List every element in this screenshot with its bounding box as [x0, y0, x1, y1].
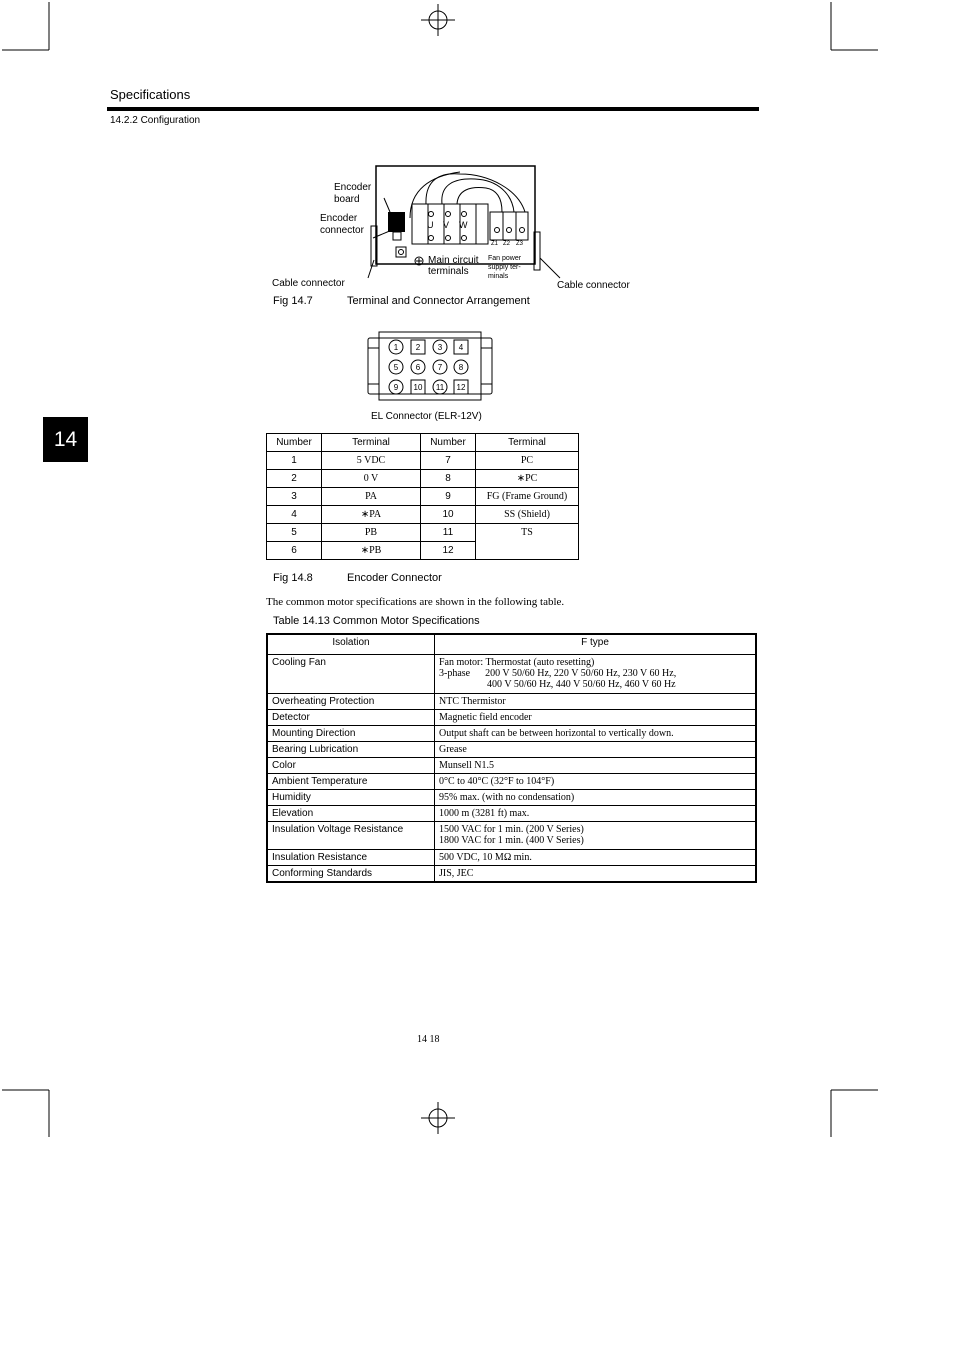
- label-u: U: [427, 220, 434, 230]
- label-main-circuit-2: terminals: [428, 266, 469, 277]
- spec-item: Humidity: [267, 790, 435, 806]
- intro-text: The common motor specifications are shown in the following table.: [266, 596, 565, 608]
- spec-value: [435, 822, 757, 850]
- pin-11: 11: [435, 383, 445, 392]
- table-row: [267, 774, 756, 790]
- table-row: [267, 506, 579, 524]
- label-fan-power-2: supply ter-: [488, 264, 521, 271]
- label-z2: Z2: [503, 241, 511, 247]
- table-row: [267, 694, 756, 710]
- table-row: [267, 866, 756, 883]
- cell: PA: [322, 488, 421, 506]
- cell: 1: [267, 452, 322, 470]
- spec-item: Color: [267, 758, 435, 774]
- spec-line: 1000 m (3281 ft) max.: [439, 808, 530, 819]
- header-title: Specifications: [110, 87, 191, 102]
- pin-9: 9: [393, 383, 399, 392]
- header-rule: [107, 107, 759, 111]
- table-row: [267, 710, 756, 726]
- spec-line: Magnetic field encoder: [439, 712, 532, 723]
- spec-line: 500 VDC, 10 MΩ min.: [439, 852, 532, 863]
- spec-value: [435, 758, 757, 774]
- col-f-type: F type: [435, 634, 757, 655]
- col-number-1: Number: [267, 434, 322, 452]
- pin-6: 6: [415, 363, 421, 372]
- pin-5: 5: [393, 363, 399, 372]
- spec-value: [435, 742, 757, 758]
- spec-line: 3-phase 200 V 50/60 Hz, 220 V 50/60 Hz, 230 V 60 Hz,: [439, 668, 677, 679]
- cell: 4: [267, 506, 322, 524]
- col-terminal-1: Terminal: [322, 434, 421, 452]
- spec-value: [435, 806, 757, 822]
- table-header-row: [267, 634, 756, 655]
- table-row: [267, 488, 579, 506]
- cell: 10: [421, 506, 476, 524]
- spec-item: Ambient Temperature: [267, 774, 435, 790]
- spec-line: 1500 VAC for 1 min. (200 V Series): [439, 824, 584, 835]
- terminal-arrangement-diagram: [260, 160, 650, 295]
- table-row: [267, 524, 579, 542]
- table-row: [267, 822, 756, 850]
- spec-item: Cooling Fan: [267, 655, 435, 694]
- spec-item: Bearing Lubrication: [267, 742, 435, 758]
- pin-1: 1: [393, 343, 399, 352]
- cell: 9: [421, 488, 476, 506]
- pin-3: 3: [437, 343, 443, 352]
- spec-item: Mounting Direction: [267, 726, 435, 742]
- spec-item: Detector: [267, 710, 435, 726]
- chapter-tab: 14: [43, 417, 88, 462]
- encoder-connector-table: [266, 433, 579, 560]
- table-row: [267, 758, 756, 774]
- spec-item: Overheating Protection: [267, 694, 435, 710]
- connector-label: EL Connector (ELR-12V): [371, 411, 482, 422]
- pin-10: 10: [413, 383, 423, 392]
- section-label: 14.2.2 Configuration: [110, 115, 201, 126]
- encoder-board-block: [388, 212, 405, 232]
- spec-line: 400 V 50/60 Hz, 440 V 50/60 Hz, 460 V 60 Hz: [487, 679, 676, 690]
- fig-14-7-title: Terminal and Connector Arrangement: [347, 295, 530, 307]
- cell: ∗PA: [322, 506, 421, 524]
- cell: SS (Shield): [476, 506, 579, 524]
- cell: 0 V: [322, 470, 421, 488]
- spec-item: Elevation: [267, 806, 435, 822]
- spec-line: Output shaft can be between horizontal to vertically down.: [439, 728, 674, 739]
- common-motor-spec-table: [266, 633, 757, 883]
- spec-value: [435, 850, 757, 866]
- fig-14-8-number: Fig 14.8: [273, 572, 313, 584]
- col-number-2: Number: [421, 434, 476, 452]
- label-w: W: [459, 220, 468, 230]
- spec-value: [435, 655, 757, 694]
- spec-line: JIS, JEC: [439, 868, 474, 879]
- spec-line: 0°C to 40°C (32°F to 104°F): [439, 776, 555, 787]
- cell: PB: [322, 524, 421, 542]
- page-number: 14 18: [417, 1034, 440, 1045]
- spec-value: [435, 790, 757, 806]
- spec-item: Insulation Voltage Resistance: [267, 822, 435, 850]
- label-fan-power-3: minals: [488, 273, 509, 280]
- spec-line: 95% max. (with no condensation): [439, 792, 575, 803]
- label-encoder-connector-1: Encoder: [320, 213, 358, 224]
- pin-8: 8: [458, 363, 464, 372]
- cell: PC: [476, 452, 579, 470]
- cell: 2: [267, 470, 322, 488]
- cell: 12: [421, 542, 476, 560]
- cell: 5 VDC: [322, 452, 421, 470]
- cell: ∗PC: [476, 470, 579, 488]
- table-row: [267, 742, 756, 758]
- spec-line: 1800 VAC for 1 min. (400 V Series): [439, 835, 584, 846]
- spec-line: Grease: [439, 744, 467, 755]
- fig-14-7-number: Fig 14.7: [273, 295, 313, 307]
- table-row: [267, 806, 756, 822]
- table-14-13-caption: Table 14.13 Common Motor Specifications: [273, 615, 480, 627]
- spec-value: [435, 694, 757, 710]
- table-row: [267, 470, 579, 488]
- spec-value: [435, 710, 757, 726]
- label-cable-connector-right: Cable connector: [557, 280, 630, 291]
- spec-line: Fan motor: Thermostat (auto resetting): [439, 657, 595, 668]
- spec-value: [435, 774, 757, 790]
- spec-item: Insulation Resistance: [267, 850, 435, 866]
- el-connector-diagram: [365, 330, 495, 402]
- spec-item: Conforming Standards: [267, 866, 435, 883]
- cell: 5: [267, 524, 322, 542]
- table-row: [267, 726, 756, 742]
- label-cable-connector-left: Cable connector: [272, 278, 345, 289]
- cell: 6: [267, 542, 322, 560]
- table-row: [267, 452, 579, 470]
- cell: 7: [421, 452, 476, 470]
- cell: FG (Frame Ground): [476, 488, 579, 506]
- label-main-circuit-1: Main circuit: [428, 255, 479, 266]
- cell: 3: [267, 488, 322, 506]
- pin-12: 12: [456, 383, 466, 392]
- spec-line: NTC Thermistor: [439, 696, 506, 707]
- pin-4: 4: [458, 343, 464, 352]
- cell: 11: [421, 524, 476, 542]
- label-z3: Z3: [516, 241, 524, 247]
- fig-14-8-title: Encoder Connector: [347, 572, 442, 584]
- cell: TS: [476, 524, 579, 560]
- col-isolation: Isolation: [267, 634, 435, 655]
- table-header-row: [267, 434, 579, 452]
- cell: 8: [421, 470, 476, 488]
- spec-value: [435, 726, 757, 742]
- label-encoder-connector-2: connector: [320, 225, 364, 236]
- table-row: [267, 850, 756, 866]
- label-z1: Z1: [491, 241, 499, 247]
- pin-7: 7: [437, 363, 443, 372]
- table-row: [267, 790, 756, 806]
- spec-line: Munsell N1.5: [439, 760, 494, 771]
- label-fan-power-1: Fan power: [488, 255, 522, 262]
- label-encoder-board-1: Encoder: [334, 182, 372, 193]
- cell: ∗PB: [322, 542, 421, 560]
- col-terminal-2: Terminal: [476, 434, 579, 452]
- label-v: V: [443, 220, 450, 230]
- table-row: [267, 655, 756, 694]
- spec-value: [435, 866, 757, 883]
- label-encoder-board-2: board: [334, 194, 360, 205]
- pin-2: 2: [415, 343, 421, 352]
